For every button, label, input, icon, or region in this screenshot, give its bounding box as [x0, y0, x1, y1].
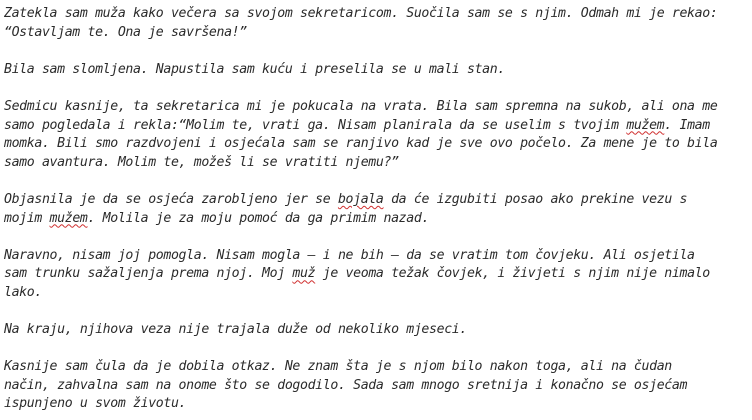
text-segment: ispunjeno u svom životu. [4, 396, 187, 412]
misspelled-word[interactable]: bojala [337, 191, 384, 207]
text-segment: Naravno, nisam joj pomogla. Nisam mogla – i ne bih – da se vratim tom čovjeku. Ali osjetila [4, 247, 695, 263]
text-line [4, 377, 752, 396]
text-line [4, 117, 752, 136]
text-line [4, 191, 752, 210]
text-segment: Sedmicu kasnije, ta sekretarica mi je pokucala na vrata. Bila sam spremna na sukob, ali ona me [4, 98, 718, 114]
misspelled-word[interactable]: mužem [626, 117, 665, 133]
text-segment: da će izgubiti posao ako prekine vezu s [383, 191, 688, 207]
text-segment: Bila sam slomljena. Napustila sam kuću i preselila se u mali stan. [4, 61, 505, 77]
paragraph [4, 247, 752, 303]
text-line [4, 247, 752, 266]
paragraph [4, 5, 752, 42]
paragraph [4, 191, 752, 228]
text-line [4, 5, 752, 24]
text-line [4, 98, 752, 117]
text-line [4, 284, 752, 303]
text-segment: Objasnila je da se osjeća zarobljeno jer se [4, 191, 338, 207]
text-segment: samo pogledala i rekla:“Molim te, vrati ga. Nisam planirala da se uselim s tvojim [4, 117, 627, 133]
text-segment: lako. [4, 284, 42, 300]
text-line [4, 61, 752, 80]
paragraph [4, 61, 752, 80]
paragraph [4, 358, 752, 414]
text-segment: . Imam [664, 117, 710, 133]
text-line [4, 210, 752, 229]
misspelled-word[interactable]: muž [292, 266, 316, 282]
text-segment: sam trunku sažaljenja prema njoj. Moj [4, 266, 293, 282]
misspelled-word[interactable]: mužem [49, 210, 88, 226]
text-line [4, 265, 752, 284]
text-segment: način, zahvalna sam na onome što se dogodilo. Sada sam mnogo sretnija i konačno se osjećam [4, 377, 688, 393]
document-body[interactable] [4, 5, 752, 414]
text-segment: Zatekla sam muža kako večera sa svojom sekretaricom. Suočila sam se s njim. Odmah mi je rekao: [4, 6, 718, 21]
text-line [4, 154, 752, 173]
text-line [4, 24, 752, 43]
text-segment: mojim [4, 210, 50, 226]
text-line [4, 358, 752, 377]
text-line [4, 395, 752, 414]
text-segment: Kasnije sam čula da je dobila otkaz. Ne znam šta je s njom bilo nakon toga, ali na čudan [4, 359, 672, 375]
paragraph [4, 321, 752, 340]
text-segment: . Molila je za moju pomoć da ga primim nazad. [87, 210, 430, 226]
text-line [4, 135, 752, 154]
text-segment: je veoma težak čovjek, i živjeti s njim nije nimalo [315, 266, 710, 282]
text-segment: Na kraju, njihova veza nije trajala duže od nekoliko mjeseci. [4, 322, 467, 338]
text-line [4, 321, 752, 340]
paragraph [4, 98, 752, 172]
text-segment: samo avantura. Molim te, možeš li se vratiti njemu?” [4, 154, 399, 170]
text-segment: momka. Bili smo razdvojeni i osjećala sam se ranjivo kad je sve ovo počelo. Za mene je to bila [4, 136, 718, 152]
text-segment: “Ostavljam te. Ona je savršena!” [4, 24, 247, 40]
